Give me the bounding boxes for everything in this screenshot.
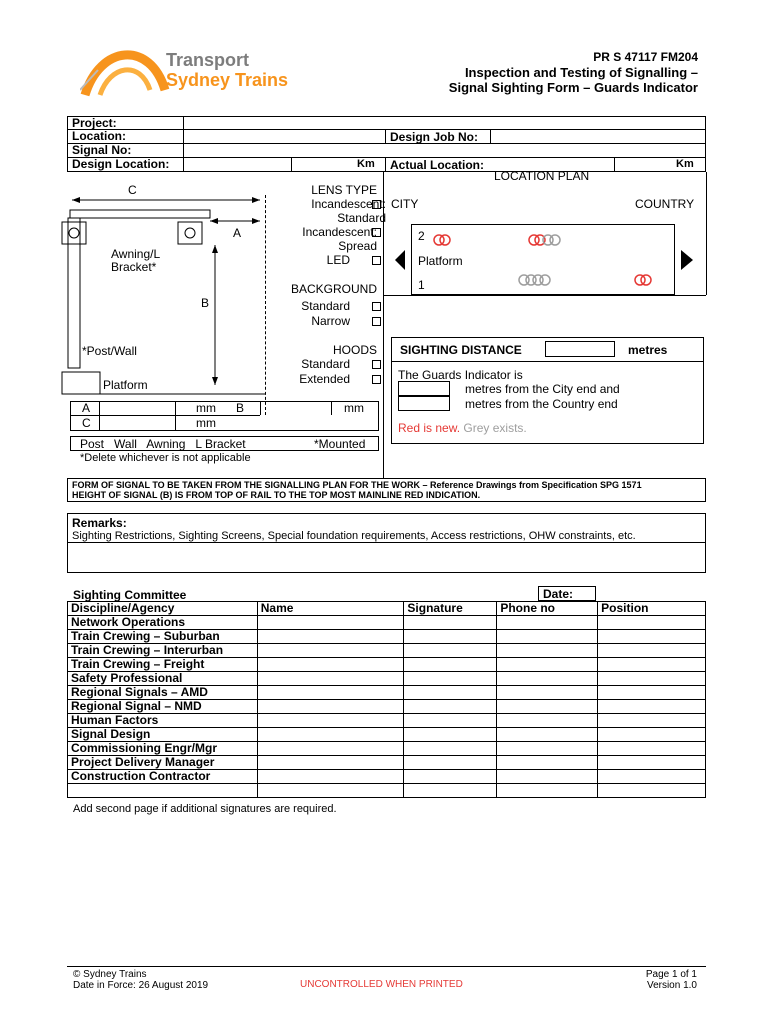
post-wall-label: *Post/Wall <box>82 344 137 358</box>
remarks-input[interactable] <box>68 543 705 572</box>
bg-standard-label: Standard <box>301 299 350 313</box>
signature-input-cell[interactable] <box>598 658 706 672</box>
signature-input-cell[interactable] <box>257 672 404 686</box>
city-label: CITY <box>391 197 419 211</box>
signature-input-cell[interactable] <box>404 714 497 728</box>
location-plan-title: LOCATION PLAN <box>494 169 590 183</box>
actual-location-input[interactable] <box>615 158 673 171</box>
committee-footnote: Add second page if additional signatures are required. <box>73 803 337 815</box>
project-input[interactable] <box>184 117 705 129</box>
table-row <box>68 672 706 686</box>
design-job-no-label: Design Job No: <box>390 130 479 144</box>
table-row <box>68 630 706 644</box>
blank-cell[interactable] <box>497 784 598 798</box>
signature-input-cell[interactable] <box>404 658 497 672</box>
signature-input-cell[interactable] <box>257 630 404 644</box>
lens-incandescent-spread-checkbox[interactable] <box>372 228 381 237</box>
signal-no-input[interactable] <box>184 144 705 156</box>
committee-header-cell: Signature <box>404 602 497 616</box>
signature-input-cell[interactable] <box>598 742 706 756</box>
project-label: Project: <box>72 116 117 130</box>
bg-narrow-checkbox[interactable] <box>372 317 381 326</box>
signature-input-cell[interactable] <box>257 686 404 700</box>
signature-input-cell[interactable] <box>497 686 598 700</box>
committee-header-cell: Phone no <box>497 602 598 616</box>
table-row <box>68 714 706 728</box>
c-mm-unit: mm <box>196 416 216 430</box>
platform-plan-label: Platform <box>418 254 463 268</box>
committee-header-cell: Discipline/Agency <box>68 602 258 616</box>
signature-input-cell[interactable] <box>404 700 497 714</box>
committee-header-row <box>68 602 706 616</box>
discipline-cell: Regional Signal – NMD <box>68 700 258 714</box>
footer-copyright: © Sydney Trains <box>73 969 147 980</box>
signature-input-cell[interactable] <box>404 644 497 658</box>
table-row <box>68 728 706 742</box>
km-label-1: Km <box>357 158 375 170</box>
sighting-distance-input[interactable] <box>545 341 615 357</box>
hood-standard-label: Standard <box>301 357 350 371</box>
discipline-cell: Human Factors <box>68 714 258 728</box>
form-note-line2: HEIGHT OF SIGNAL (B) IS FROM TOP OF RAIL TO THE TOP MOST MAINLINE RED INDICATION. <box>72 490 481 500</box>
discipline-cell: Network Operations <box>68 616 258 630</box>
signature-input-cell[interactable] <box>497 672 598 686</box>
platform-label: Platform <box>103 378 148 392</box>
colour-legend <box>398 421 527 435</box>
dim-a-label: A <box>233 226 242 240</box>
blank-cell[interactable] <box>404 784 497 798</box>
signature-input-cell[interactable] <box>598 728 706 742</box>
signature-input-cell[interactable] <box>598 686 706 700</box>
signature-input-cell[interactable] <box>598 616 706 630</box>
table-row <box>68 770 706 784</box>
signal-no-label: Signal No: <box>72 143 132 157</box>
footer-uncontrolled: UNCONTROLLED WHEN PRINTED <box>300 979 463 990</box>
committee-table <box>67 601 706 798</box>
table-row <box>68 644 706 658</box>
bg-standard-checkbox[interactable] <box>372 302 381 311</box>
arrow-left-icon[interactable] <box>395 250 407 270</box>
signature-input-cell[interactable] <box>598 630 706 644</box>
blank-cell[interactable] <box>68 784 258 798</box>
signal-existing-icon <box>517 273 557 287</box>
mounted-label: *Mounted <box>314 437 366 451</box>
actual-location-label: Actual Location: <box>390 158 485 172</box>
signature-input-cell[interactable] <box>497 742 598 756</box>
design-location-label: Design Location: <box>72 157 170 171</box>
table-row <box>68 658 706 672</box>
hoods-heading: HOODS <box>332 343 377 357</box>
discipline-cell: Train Crewing – Suburban <box>68 630 258 644</box>
b-mm-unit: mm <box>344 401 364 415</box>
signature-input-cell[interactable] <box>497 630 598 644</box>
a-mm-unit: mm <box>196 401 216 415</box>
design-location-input[interactable] <box>292 158 352 171</box>
signature-input-cell[interactable] <box>404 728 497 742</box>
title-line1: Inspection and Testing of Signalling – <box>464 65 698 80</box>
country-label: COUNTRY <box>635 197 695 211</box>
discipline-cell: Commissioning Engr/Mgr <box>68 742 258 756</box>
guards-line: The Guards Indicator is <box>398 368 523 382</box>
lens-incandescent-spread <box>302 225 377 253</box>
background-heading: BACKGROUND <box>290 282 377 296</box>
signature-input-cell[interactable] <box>257 756 404 770</box>
signal-mixed-icon <box>527 233 567 247</box>
signature-input-cell[interactable] <box>257 770 404 784</box>
title-line2: Signal Sighting Form – Guards Indicator <box>448 80 698 95</box>
discipline-cell: Construction Contractor <box>68 770 258 784</box>
signature-input-cell[interactable] <box>257 616 404 630</box>
country-line: metres from the Country end <box>465 397 618 411</box>
table-row <box>68 616 706 630</box>
hood-extended-checkbox[interactable] <box>372 375 381 384</box>
signature-input-cell[interactable] <box>497 658 598 672</box>
signature-input-cell[interactable] <box>497 714 598 728</box>
committee-header-cell: Name <box>257 602 404 616</box>
bg-narrow-label: Narrow <box>311 314 350 328</box>
dim-b-label: B <box>201 296 210 310</box>
row-c-label: C <box>82 416 91 430</box>
form-note-line1: FORM OF SIGNAL TO BE TAKEN FROM THE SIGNALLING PLAN FOR THE WORK – Reference Drawings from Specification SPG 1571 <box>72 480 642 490</box>
remarks-title: Remarks: <box>72 516 127 530</box>
row-a-label: A <box>82 401 91 415</box>
track-1-label: 1 <box>418 278 425 292</box>
delete-note: *Delete whichever is not applicable <box>80 452 251 464</box>
discipline-cell: Train Crewing – Freight <box>68 658 258 672</box>
lens-incandescent-standard-checkbox[interactable] <box>372 200 381 209</box>
logo-arc-icon <box>80 40 170 100</box>
table-row <box>68 686 706 700</box>
lens-led-checkbox[interactable] <box>372 256 381 265</box>
hood-standard-checkbox[interactable] <box>372 360 381 369</box>
signature-input-cell[interactable] <box>497 756 598 770</box>
signature-input-cell[interactable] <box>257 714 404 728</box>
signature-input-cell[interactable] <box>598 770 706 784</box>
signature-input-cell[interactable] <box>257 658 404 672</box>
signal-new-icon <box>432 233 454 247</box>
discipline-cell: Project Delivery Manager <box>68 756 258 770</box>
signature-input-cell[interactable] <box>257 742 404 756</box>
a-mm-input[interactable] <box>100 402 174 414</box>
awning-label: Awning/L Bracket* <box>111 247 161 274</box>
signature-input-cell[interactable] <box>257 728 404 742</box>
mount-options[interactable]: Post Wall Awning L Bracket <box>80 437 246 451</box>
table-row-blank <box>68 784 706 798</box>
lens-type-heading: LENS TYPE <box>311 183 377 197</box>
table-row <box>68 756 706 770</box>
remarks-hint: Sighting Restrictions, Sighting Screens, Special foundation requirements, Access restrictions, OHW constraints, etc. <box>72 530 636 542</box>
discipline-cell: Regional Signals – AMD <box>68 686 258 700</box>
date-label: Date: <box>543 587 574 601</box>
location-input[interactable] <box>184 130 384 142</box>
location-label: Location: <box>72 129 126 143</box>
signature-input-cell[interactable] <box>598 756 706 770</box>
lens-led: LED <box>326 253 350 267</box>
signature-input-cell[interactable] <box>598 644 706 658</box>
footer-version: Version 1.0 <box>646 980 697 991</box>
signature-input-cell[interactable] <box>404 616 497 630</box>
signal-new-icon-2 <box>633 273 655 287</box>
signature-input-cell[interactable] <box>257 700 404 714</box>
signature-input-cell[interactable] <box>404 770 497 784</box>
sighting-title: SIGHTING DISTANCE <box>400 343 522 357</box>
lens-incandescent-spread-text: Incandescent: Spread <box>302 225 377 253</box>
signature-input-cell[interactable] <box>497 770 598 784</box>
logo <box>80 40 300 100</box>
dim-c-label: C <box>128 183 137 197</box>
doc-number: PR S 47117 FM204 <box>593 50 698 64</box>
b-mm-input[interactable] <box>261 402 330 414</box>
signature-input-cell[interactable] <box>497 700 598 714</box>
blank-cell[interactable] <box>598 784 706 798</box>
signature-input-cell[interactable] <box>257 644 404 658</box>
discipline-cell: Safety Professional <box>68 672 258 686</box>
table-row <box>68 742 706 756</box>
signature-input-cell[interactable] <box>404 672 497 686</box>
signature-input-cell[interactable] <box>598 700 706 714</box>
signature-input-cell[interactable] <box>404 756 497 770</box>
signal-mount-drawing <box>60 190 270 410</box>
sighting-metres: metres <box>628 343 668 357</box>
signature-input-cell[interactable] <box>497 644 598 658</box>
signature-input-cell[interactable] <box>404 742 497 756</box>
c-mm-input[interactable] <box>100 416 174 429</box>
grey-note: Grey exists. <box>463 421 527 435</box>
footer-page: Page 1 of 1 <box>645 969 697 980</box>
city-line: metres from the City end and <box>465 382 620 396</box>
km-label-2: Km <box>676 158 694 170</box>
table-row <box>68 700 706 714</box>
brand-line1: Transport <box>166 50 250 70</box>
design-job-no-input[interactable] <box>491 130 705 142</box>
lens-incandescent-standard-text: Incandescent: Standard <box>311 197 386 225</box>
committee-title: Sighting Committee <box>73 588 187 602</box>
country-metres-input[interactable] <box>398 396 450 411</box>
track-2-label: 2 <box>418 229 425 243</box>
blank-cell[interactable] <box>257 784 404 798</box>
discipline-cell: Signal Design <box>68 728 258 742</box>
row-b-label: B <box>236 401 245 415</box>
signature-input-cell[interactable] <box>404 630 497 644</box>
signature-input-cell[interactable] <box>598 714 706 728</box>
signature-input-cell[interactable] <box>404 686 497 700</box>
signature-input-cell[interactable] <box>497 616 598 630</box>
signature-input-cell[interactable] <box>497 728 598 742</box>
arrow-right-icon[interactable] <box>681 250 693 270</box>
red-note: Red is new. <box>398 421 461 435</box>
brand-line2: Sydney Trains <box>166 70 289 90</box>
hood-extended-label: Extended <box>299 372 350 386</box>
discipline-cell: Train Crewing – Interurban <box>68 644 258 658</box>
footer-date: Date in Force: 26 August 2019 <box>73 980 209 991</box>
city-metres-input[interactable] <box>398 381 450 396</box>
committee-header-cell: Position <box>598 602 706 616</box>
signature-input-cell[interactable] <box>598 672 706 686</box>
